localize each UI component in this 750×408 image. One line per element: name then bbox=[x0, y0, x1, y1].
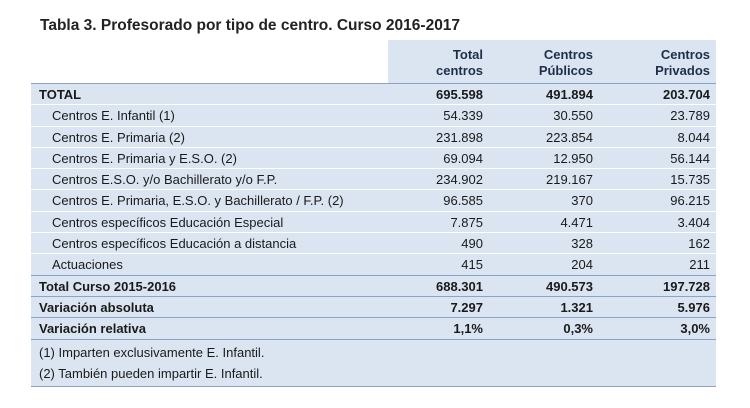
footnote: (1) Imparten exclusivamente E. Infantil. bbox=[39, 344, 265, 360]
cell-centros-publicos: 370 bbox=[571, 193, 593, 209]
header-privados-line1: Centros bbox=[660, 47, 710, 62]
table-header bbox=[31, 40, 716, 83]
footnote: (2) También pueden impartir E. Infantil. bbox=[39, 365, 263, 381]
data-table bbox=[31, 40, 716, 387]
cell-total-centros: 96.585 bbox=[443, 193, 483, 209]
header-total-centros bbox=[393, 47, 483, 79]
row-label: Centros específicos Educación a distancia bbox=[52, 236, 297, 252]
table-title: Tabla 3. Profesorado por tipo de centro. Curso 2016-2017 bbox=[40, 17, 461, 34]
cell-centros-privados: 8.044 bbox=[677, 129, 710, 145]
cell-centros-privados: 23.789 bbox=[670, 108, 710, 124]
header-total-line1: Total bbox=[452, 47, 483, 62]
table-row-variacion-relativa bbox=[31, 317, 716, 338]
cell-centros-publicos: 204 bbox=[571, 257, 593, 273]
header-centros-publicos bbox=[503, 47, 593, 79]
row-label: Centros E. Primaria (2) bbox=[52, 129, 185, 145]
cell-centros-publicos: 1.321 bbox=[560, 299, 593, 315]
cell-total-centros: 7.875 bbox=[450, 214, 483, 230]
table-row bbox=[31, 147, 716, 168]
cell-centros-privados: 5.976 bbox=[677, 299, 710, 315]
table-row-total bbox=[31, 83, 716, 104]
table-row bbox=[31, 104, 716, 125]
row-label: Centros E. Infantil (1) bbox=[52, 108, 175, 124]
cell-total-centros: 688.301 bbox=[436, 278, 483, 294]
cell-centros-publicos: 4.471 bbox=[560, 214, 593, 230]
cell-centros-privados: 162 bbox=[688, 236, 710, 252]
cell-centros-publicos: 12.950 bbox=[553, 150, 593, 166]
cell-centros-privados: 211 bbox=[689, 257, 710, 273]
cell-centros-privados: 3.404 bbox=[677, 214, 710, 230]
cell-centros-publicos: 223.854 bbox=[546, 129, 593, 145]
cell-total-centros: 231.898 bbox=[436, 129, 483, 145]
cell-centros-publicos: 0,3% bbox=[563, 321, 593, 337]
header-publicos-line1: Centros bbox=[543, 47, 593, 62]
cell-total-centros: 415 bbox=[461, 257, 483, 273]
cell-centros-privados: 203.704 bbox=[663, 87, 710, 102]
row-label: Centros E. Primaria, E.S.O. y Bachillerato / F.P. (2) bbox=[52, 193, 344, 209]
cell-centros-privados: 3,0% bbox=[680, 321, 710, 337]
cell-centros-privados: 56.144 bbox=[670, 150, 710, 166]
table-row bbox=[31, 126, 716, 147]
cell-centros-privados: 15.735 bbox=[670, 172, 710, 188]
row-label: Total Curso 2015-2016 bbox=[39, 278, 177, 294]
cell-centros-publicos: 30.550 bbox=[553, 108, 593, 124]
table-row bbox=[31, 253, 716, 274]
row-label: Variación relativa bbox=[39, 321, 146, 337]
table-notes bbox=[31, 339, 716, 387]
cell-centros-publicos: 491.894 bbox=[546, 87, 593, 102]
table-row bbox=[31, 168, 716, 189]
table-row bbox=[31, 232, 716, 253]
table-row-variacion-absoluta bbox=[31, 296, 716, 317]
header-total-line2: centros bbox=[436, 63, 483, 78]
table-row bbox=[31, 211, 716, 232]
row-label: Centros específicos Educación Especial bbox=[52, 214, 284, 230]
cell-centros-publicos: 328 bbox=[571, 236, 593, 252]
cell-total-centros: 695.598 bbox=[436, 87, 483, 102]
row-label: Variación absoluta bbox=[39, 299, 154, 315]
cell-total-centros: 7.297 bbox=[450, 299, 483, 315]
cell-total-centros: 234.902 bbox=[436, 172, 483, 188]
table-row-total-previous bbox=[31, 275, 716, 296]
cell-total-centros: 54.339 bbox=[443, 108, 483, 124]
cell-centros-privados: 197.728 bbox=[663, 278, 710, 294]
cell-centros-publicos: 490.573 bbox=[546, 278, 593, 294]
cell-total-centros: 1,1% bbox=[453, 321, 483, 337]
cell-total-centros: 69.094 bbox=[443, 150, 483, 166]
header-centros-privados bbox=[620, 47, 710, 79]
row-label: TOTAL bbox=[39, 87, 82, 102]
header-privados-line2: Privados bbox=[655, 63, 710, 78]
row-label: Centros E.S.O. y/o Bachillerato y/o F.P. bbox=[52, 172, 278, 188]
cell-centros-privados: 96.215 bbox=[670, 193, 710, 209]
cell-centros-publicos: 219.167 bbox=[546, 172, 593, 188]
row-label: Centros E. Primaria y E.S.O. (2) bbox=[52, 150, 237, 166]
cell-total-centros: 490 bbox=[461, 236, 483, 252]
header-publicos-line2: Públicos bbox=[538, 63, 593, 78]
table-row bbox=[31, 189, 716, 210]
row-label: Actuaciones bbox=[52, 257, 123, 273]
